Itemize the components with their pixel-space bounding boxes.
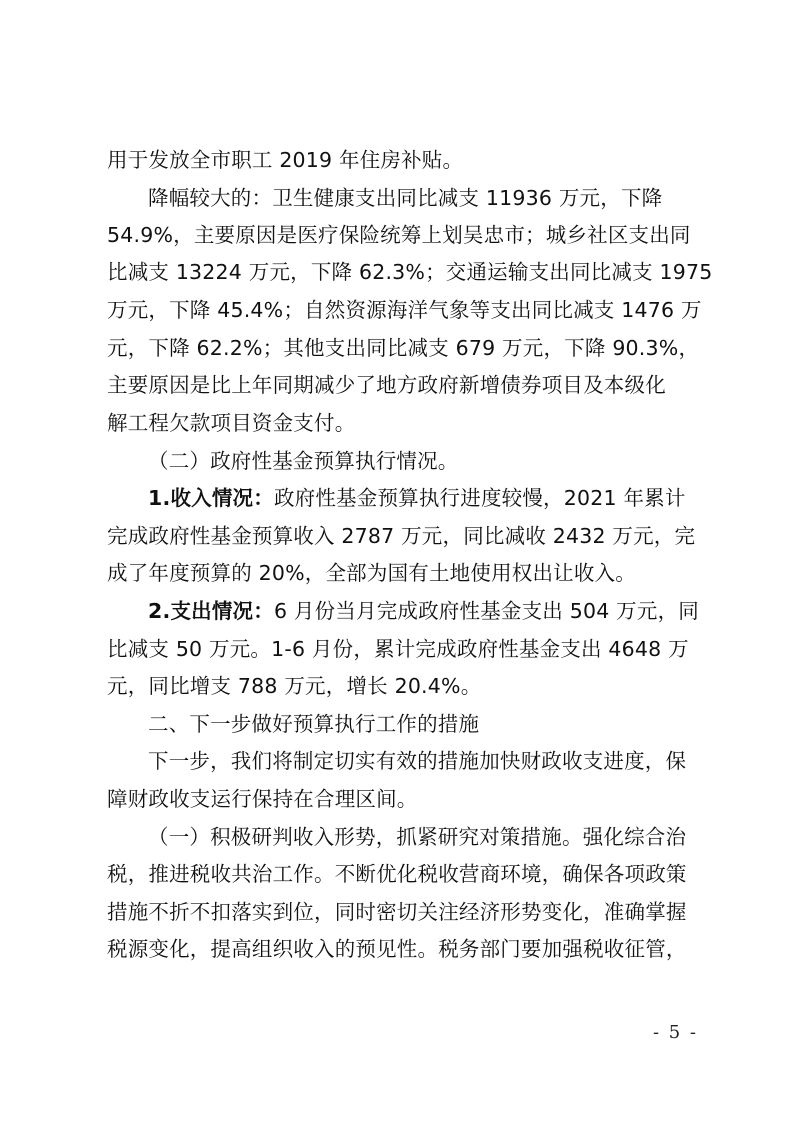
- line-text: 元，下降 62.2%；其他支出同比减支 679 万元，下降 90.3%，: [107, 336, 700, 360]
- line-text: 比减支 50 万元。1-6 月份，累计完成政府性基金支出 4648 万: [107, 637, 689, 661]
- line-text: 下一步，我们将制定切实有效的措施加快财政收支进度，保: [148, 749, 687, 773]
- subheading-income: 1.收入情况：: [148, 486, 274, 510]
- paragraph-line: [0, 931, 793, 968]
- line-text: 比减支 13224 万元，下降 62.3%；交通运输支出同比减支 1975: [107, 260, 713, 284]
- paragraph-line: [0, 894, 793, 931]
- paragraph-line: [0, 856, 793, 893]
- line-text: 障财政收支运行保持在合理区间。: [107, 787, 418, 811]
- paragraph-line: [0, 819, 793, 856]
- paragraph-line: [0, 518, 793, 555]
- paragraph-line: [0, 142, 793, 179]
- paragraph-line: [0, 555, 793, 592]
- heading-text: 二、下一步做好预算执行工作的措施: [148, 712, 480, 736]
- line-text: 政府性基金预算执行进度较慢，2021 年累计: [273, 486, 686, 510]
- heading-text: （二）政府性基金预算执行情况。: [148, 449, 459, 473]
- line-text: 完成政府性基金预算收入 2787 万元，同比减收 2432 万元，完: [107, 524, 696, 548]
- paragraph-line: [0, 367, 793, 404]
- page-number: - 5 -: [652, 1022, 698, 1043]
- line-text: 税，推进税收共治工作。不断优化税收营商环境，确保各项政策: [107, 862, 687, 886]
- paragraph-line: [0, 781, 793, 818]
- paragraph-line: [0, 480, 793, 517]
- paragraph-line: [0, 743, 793, 780]
- line-text: （一）积极研判收入形势，抓紧研究对策措施。强化综合治: [148, 825, 687, 849]
- paragraph-line: [0, 405, 793, 442]
- line-text: 用于发放全市职工 2019 年住房补贴。: [107, 148, 464, 172]
- line-text: 降幅较大的：卫生健康支出同比减支 11936 万元，下降: [148, 186, 663, 210]
- paragraph-line: [0, 668, 793, 705]
- line-text: 54.9%，主要原因是医疗保险统筹上划吴忠市；城乡社区支出同: [107, 223, 691, 247]
- line-text: 成了年度预算的 20%，全部为国有土地使用权出让收入。: [107, 561, 636, 585]
- line-text: 万元，下降 45.4%；自然资源海洋气象等支出同比减支 1476 万: [107, 298, 702, 322]
- section-heading: [0, 443, 793, 480]
- line-text: 6 月份当月完成政府性基金支出 504 万元，同: [273, 599, 699, 623]
- paragraph-line: [0, 593, 793, 630]
- section-heading: [0, 706, 793, 743]
- paragraph-line: [0, 180, 793, 217]
- subheading-expenditure: 2.支出情况：: [148, 599, 274, 623]
- line-text: 措施不折不扣落实到位，同时密切关注经济形势变化，准确掌握: [107, 900, 687, 924]
- paragraph-line: [0, 292, 793, 329]
- line-text: 主要原因是比上年同期减少了地方政府新增债券项目及本级化: [107, 373, 666, 397]
- line-text: 元，同比增支 788 万元，增长 20.4%。: [107, 674, 482, 698]
- paragraph-line: [0, 631, 793, 668]
- line-text: 税源变化，提高组织收入的预见性。税务部门要加强税收征管，: [107, 937, 687, 961]
- paragraph-line: [0, 254, 793, 291]
- paragraph-line: [0, 330, 793, 367]
- paragraph-line: [0, 217, 793, 254]
- line-text: 解工程欠款项目资金支付。: [107, 411, 356, 435]
